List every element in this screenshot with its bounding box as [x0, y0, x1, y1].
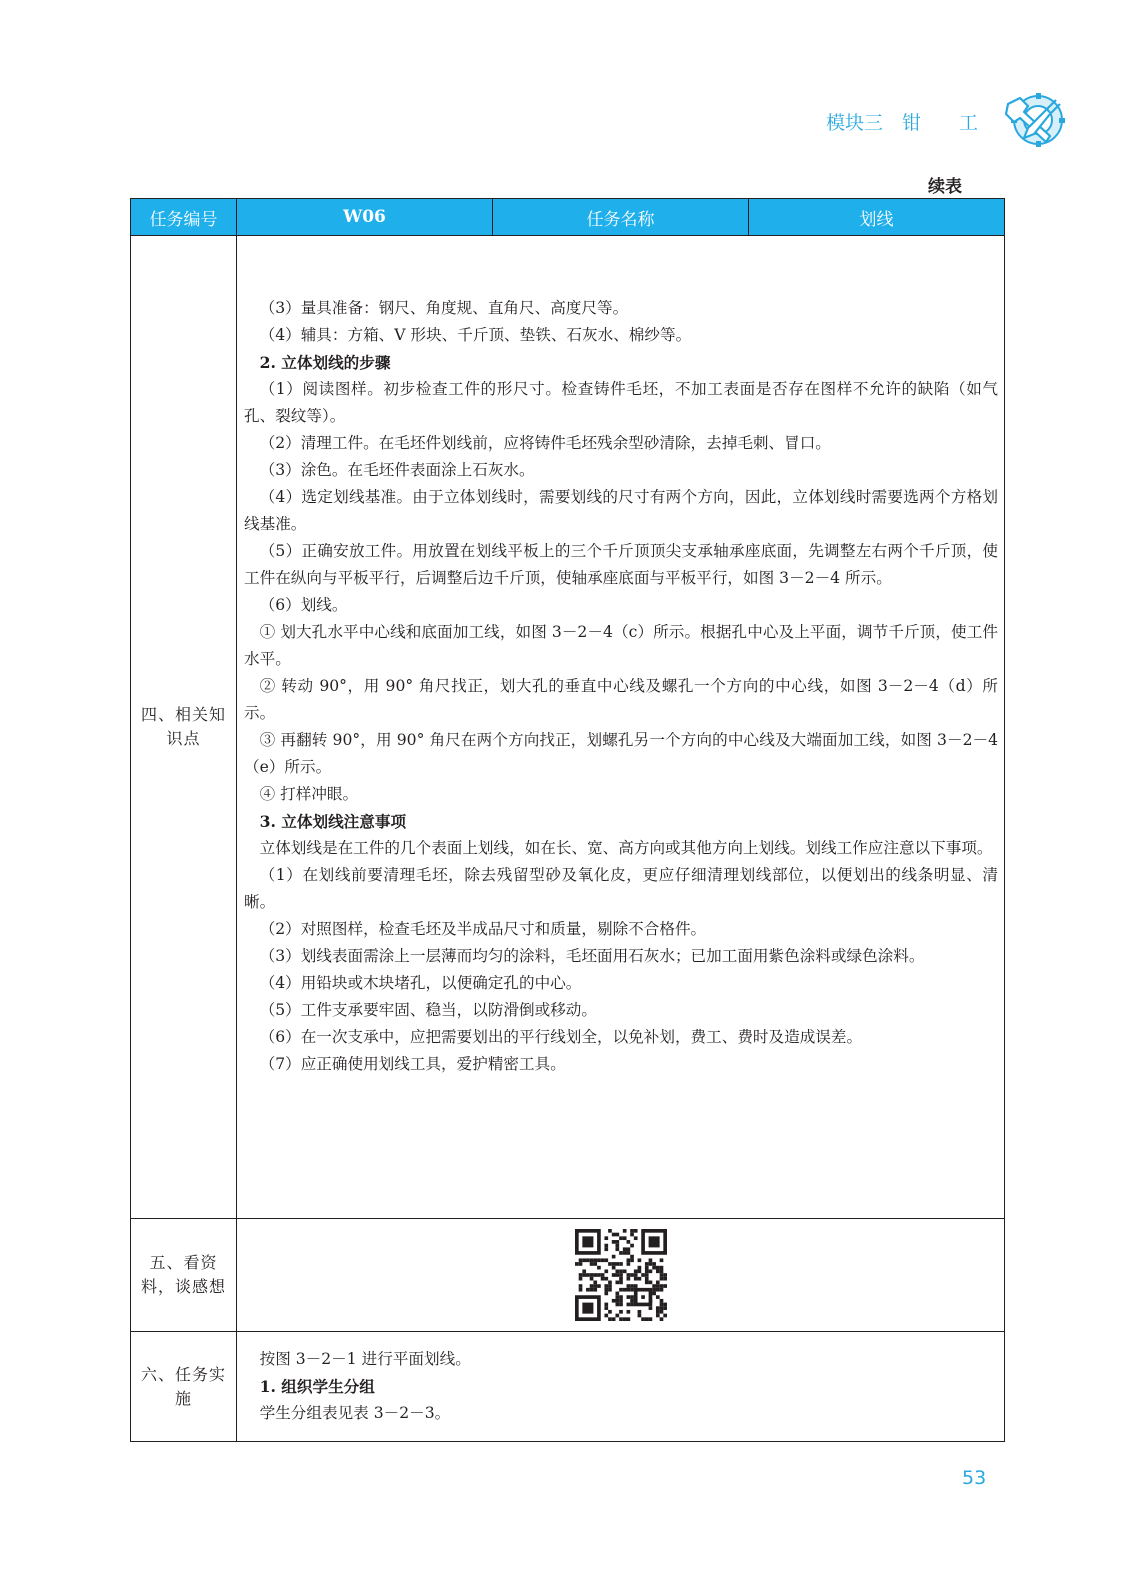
paragraph: （3）量具准备：钢尺、角度规、直角尺、高度尺等。	[259, 299, 629, 317]
paragraph: （1）阅读图样。初步检查工件的形尺寸。检查铸件毛坯，不加工表面是否存在图样不允许的缺陷（如气孔、裂纹等）。	[244, 380, 998, 425]
paragraph: 按图 3－2－1 进行平面划线。	[259, 1350, 471, 1368]
task-no-label: 任务编号	[131, 199, 237, 236]
paragraph: （6）在一次支承中，应把需要划出的平行线划全，以免补划，费工、费时及造成误差。	[259, 1028, 863, 1046]
reading-label: 五、看资料，谈感想	[131, 1219, 237, 1332]
paragraph: ② 转动 90°，用 90° 角尺找正，划大孔的垂直中心线及螺孔一个方向的中心线，如图 3－2－4（d）所示。	[244, 677, 998, 722]
paragraph: （2）对照图样，检查毛坯及半成品尺寸和质量，剔除不合格件。	[259, 920, 707, 938]
task-no-value: W06	[237, 199, 493, 236]
module-title: 模块三 钳 工	[826, 112, 979, 134]
paragraph: （6）划线。	[259, 596, 348, 614]
task-name-label: 任务名称	[493, 199, 749, 236]
section-heading: 1. 组织学生分组	[259, 1377, 375, 1396]
task-name-value: 划线	[749, 199, 1005, 236]
paragraph: 学生分组表见表 3－2－3。	[259, 1404, 451, 1422]
paragraph: 立体划线是在工件的几个表面上划线，如在长、宽、高方向或其他方向上划线。划线工作应注意以下事项。	[259, 839, 993, 857]
reading-row	[131, 1219, 1005, 1332]
paragraph: （7）应正确使用划线工具，爱护精密工具。	[259, 1055, 566, 1073]
continued-label: 续表	[928, 177, 962, 197]
implementation-content	[237, 1332, 1005, 1442]
section-heading: 3. 立体划线注意事项	[259, 812, 407, 831]
paragraph: （2）清理工件。在毛坯件划线前，应将铸件毛坯残余型砂清除，去掉毛刺、冒口。	[259, 434, 831, 452]
wrench-gear-icon	[998, 88, 1068, 150]
qr-code-icon[interactable]	[575, 1229, 667, 1321]
paragraph: ③ 再翻转 90°，用 90° 角尺在两个方向找正，划螺孔另一个方向的中心线及大端面加工线，如图 3－2－4（e）所示。	[244, 731, 998, 776]
section-heading: 2. 立体划线的步骤	[259, 353, 391, 372]
knowledge-row	[131, 236, 1005, 1219]
paragraph: ④ 打样冲眼。	[259, 785, 359, 803]
paragraph: （5）正确安放工件。用放置在划线平板上的三个千斤顶顶尖支承轴承座底面，先调整左右两个千斤顶，使工件在纵向与平板平行，后调整后边千斤顶，使轴承座底面与平板平行，如图 3－2－4 所示。	[244, 542, 998, 587]
qr-cell	[237, 1219, 1005, 1332]
implementation-label: 六、任务实施	[131, 1332, 237, 1442]
paragraph: （4）辅具：方箱、V 形块、千斤顶、垫铁、石灰水、棉纱等。	[259, 326, 692, 344]
table-header-row	[131, 199, 1005, 236]
paragraph: （4）选定划线基准。由于立体划线时，需要划线的尺寸有两个方向，因此，立体划线时需要选两个方格划线基准。	[244, 488, 998, 533]
paragraph: （3）涂色。在毛坯件表面涂上石灰水。	[259, 461, 535, 479]
paragraph: （3）划线表面需涂上一层薄而均匀的涂料，毛坯面用石灰水；已加工面用紫色涂料或绿色涂料。	[259, 947, 925, 965]
paragraph: ① 划大孔水平中心线和底面加工线，如图 3－2－4（c）所示。根据孔中心及上平面，调节千斤顶，使工件水平。	[244, 623, 998, 668]
paragraph: （1）在划线前要清理毛坯，除去残留型砂及氧化皮，更应仔细清理划线部位，以便划出的线条明显、清晰。	[244, 866, 998, 911]
page-number: 53	[962, 1467, 987, 1489]
knowledge-label: 四、相关知识点	[131, 236, 237, 1219]
paragraph: （4）用铅块或木块堵孔，以便确定孔的中心。	[259, 974, 582, 992]
knowledge-content	[237, 236, 1005, 1219]
paragraph: （5）工件支承要牢固、稳当，以防滑倒或移动。	[259, 1001, 597, 1019]
implementation-row	[131, 1332, 1005, 1442]
task-table	[130, 198, 1005, 1442]
